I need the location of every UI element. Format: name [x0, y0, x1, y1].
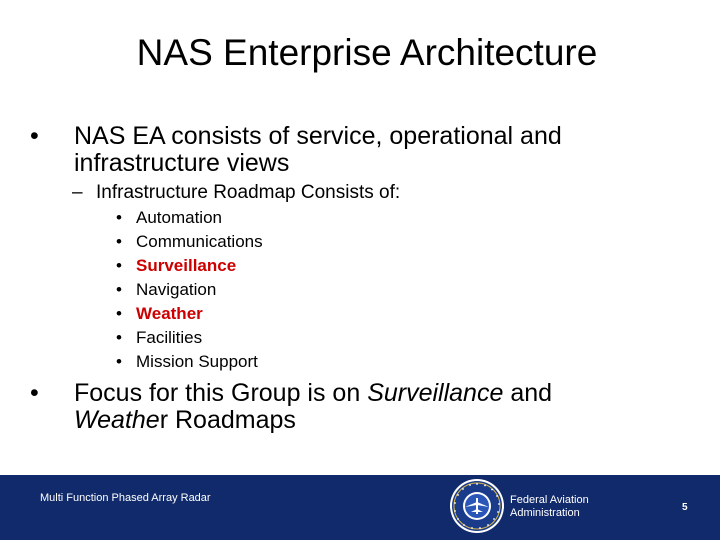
faa-name-line2: Administration — [510, 507, 580, 519]
faa-seal-icon — [449, 478, 505, 534]
list-item-communications — [116, 232, 516, 256]
list-item-automation — [116, 208, 516, 232]
bullet-ea-views — [30, 123, 690, 177]
list-item-facilities — [116, 328, 516, 352]
item-marker: • — [116, 304, 122, 323]
bullet-focus — [30, 380, 690, 434]
bullet-focus-line2 — [74, 407, 694, 434]
focus-weather-italic: Weathe — [74, 406, 160, 434]
list-item-surveillance — [116, 256, 516, 280]
faa-name-line1: Federal Aviation — [510, 494, 589, 506]
footer-bar — [0, 475, 720, 540]
item-marker: • — [116, 256, 122, 275]
faa-wordmark — [510, 494, 620, 520]
focus-text-part3: and — [503, 379, 553, 407]
footer-presentation-title: Multi Function Phased Array Radar — [40, 492, 211, 504]
list-item-label: Communications — [136, 232, 263, 251]
item-marker: • — [116, 232, 122, 251]
list-item-weather — [116, 304, 516, 328]
list-item-label: Facilities — [136, 328, 203, 347]
focus-text-part1: Focus for this Group is on — [74, 379, 368, 407]
bullet-marker: • — [30, 379, 39, 407]
list-item-label: Surveillance — [136, 256, 237, 275]
item-marker: • — [116, 328, 122, 347]
sub-bullet-roadmap — [72, 181, 672, 205]
list-item-label: Weather — [136, 304, 203, 323]
focus-text-part5: r Roadmaps — [159, 406, 296, 434]
item-marker: • — [116, 352, 122, 371]
bullet-text-line2: infrastructure views — [74, 149, 290, 177]
list-item-label: Navigation — [136, 280, 217, 299]
bullet-text-line1: NAS EA consists of service, operational and — [74, 122, 562, 150]
list-item-label: Automation — [136, 208, 222, 227]
list-item-navigation — [116, 280, 516, 304]
slide-title: NAS Enterprise Architecture — [136, 32, 598, 73]
page-number: 5 — [682, 502, 688, 513]
list-item-mission-support — [116, 352, 516, 376]
bullet-focus-line1 — [74, 380, 694, 407]
dash-marker: – — [72, 182, 83, 203]
focus-surveillance-italic: Surveillance — [367, 379, 504, 407]
bullet-marker: • — [30, 122, 39, 150]
item-marker: • — [116, 208, 122, 227]
list-item-label: Mission Support — [136, 352, 258, 371]
item-marker: • — [116, 280, 122, 299]
sub-bullet-text: Infrastructure Roadmap Consists of: — [96, 182, 401, 203]
